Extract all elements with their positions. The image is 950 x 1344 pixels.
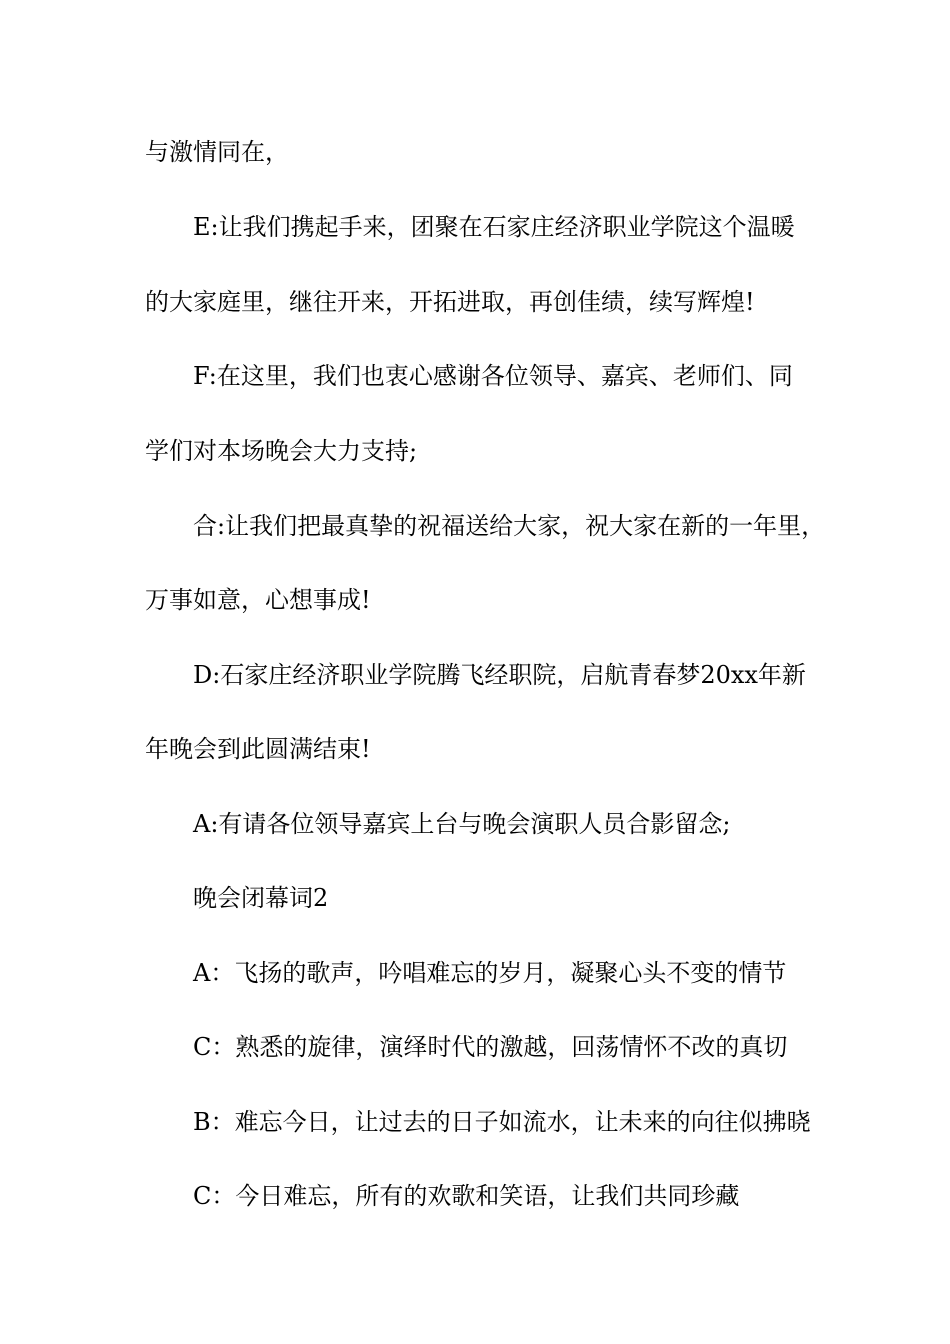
text-line: 与激情同在， [145,138,289,166]
text-line: 合:让我们把最真挚的祝福送给大家，祝大家在新的一年里， [193,512,826,540]
text-line: E:让我们携起手来，团聚在石家庄经济职业学院这个温暖 [193,213,795,241]
text-line: A：飞扬的歌声，吟唱难忘的岁月，凝聚心头不变的情节 [193,959,787,987]
text-line: 学们对本场晚会大力支持; [145,437,418,465]
text-line: A:有请各位领导嘉宾上台与晚会演职人员合影留念; [193,810,731,838]
text-line: 万事如意，心想事成! [145,586,371,614]
text-line: B：难忘今日，让过去的日子如流水，让未来的向往似拂晓 [193,1108,811,1136]
text-line: D:石家庄经济职业学院腾飞经职院，启航青春梦20xx年新 [193,661,806,689]
text-line: 的大家庭里，继往开来，开拓进取，再创佳绩，续写辉煌! [145,288,755,316]
text-line: C：熟悉的旋律，演绎时代的激越，回荡情怀不改的真切 [193,1033,788,1061]
text-line: 年晚会到此圆满结束! [145,735,371,763]
text-line: C：今日难忘，所有的欢歌和笑语，让我们共同珍藏 [193,1182,740,1210]
text-line: F:在这里，我们也衷心感谢各位领导、嘉宾、老师们、同 [193,362,793,390]
section-heading: 晚会闭幕词2 [193,884,329,912]
